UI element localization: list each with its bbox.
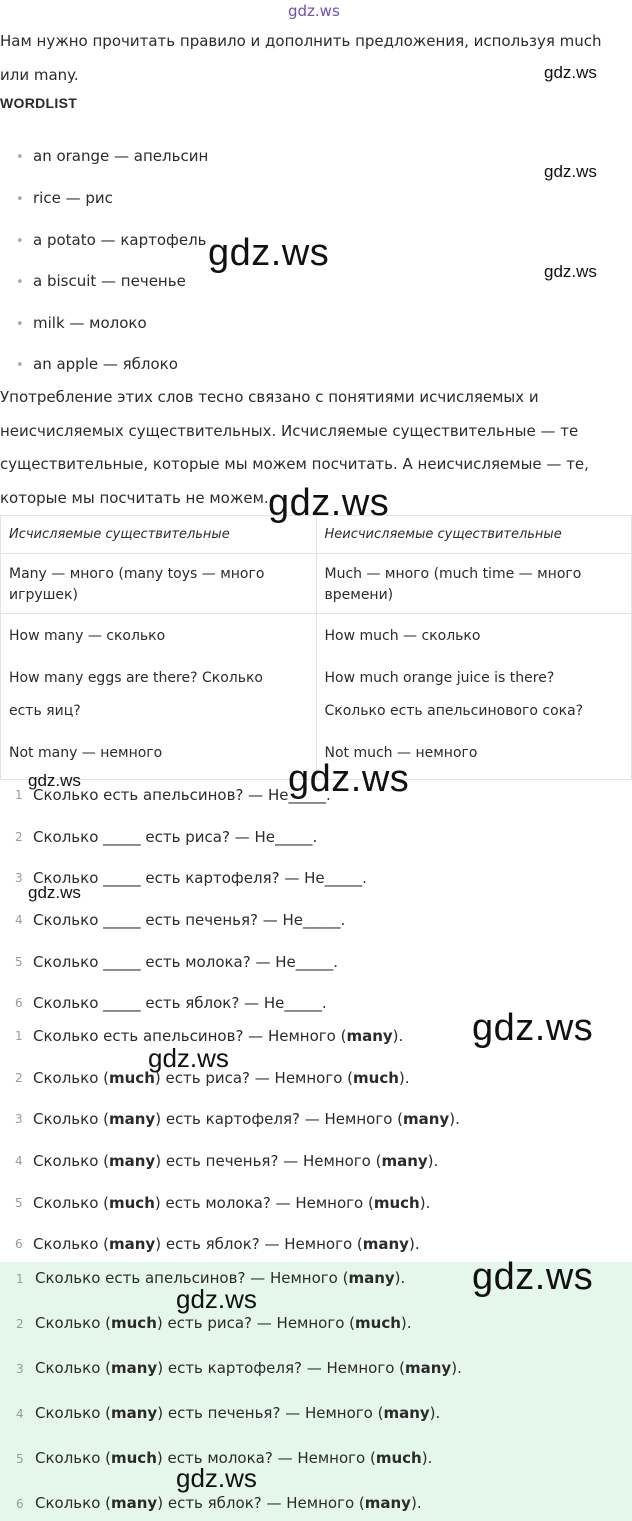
item-number: 6 bbox=[16, 1497, 24, 1511]
item-number: 2 bbox=[15, 830, 23, 844]
watermark: gdz.ws bbox=[28, 883, 81, 902]
wordlist-item: a potato — картофель bbox=[33, 231, 207, 249]
table-cell-much: Much — много (much time — много времени) bbox=[316, 554, 632, 614]
item-number: 4 bbox=[15, 913, 23, 927]
wordlist-heading: WORDLIST bbox=[0, 95, 78, 111]
watermark: gdz.ws bbox=[176, 1284, 257, 1314]
bullet-icon: • bbox=[16, 234, 24, 249]
item-number: 2 bbox=[16, 1317, 24, 1331]
item-number: 3 bbox=[16, 1362, 24, 1376]
table-header-uncountable: Неисчисляемые существительные bbox=[316, 516, 632, 554]
answer-item-highlighted: Сколько (many) есть печенья? — Немного (many). bbox=[35, 1404, 441, 1422]
watermark: gdz.ws bbox=[208, 232, 330, 274]
table-line: How much orange juice is there? bbox=[324, 670, 555, 686]
rule-paragraph: Употребление этих слов тесно связано с понятиями исчисляемых и неисчисляемых существительных. Исчисляемые существительные — те существительные, которые мы можем посчитать. А неисчисляемые — те, которые мы посчитать не можем. bbox=[0, 388, 589, 507]
exercise-item: Сколько _____ есть риса? — Не_____. bbox=[33, 828, 318, 846]
bullet-icon: • bbox=[16, 358, 24, 373]
wordlist-item: an orange — апельсин bbox=[33, 147, 209, 165]
table-line: How many — сколько bbox=[9, 628, 166, 644]
exercise-item: Сколько _____ есть молока? — Не_____. bbox=[33, 953, 339, 971]
item-number: 5 bbox=[16, 1452, 24, 1466]
answer-item: Сколько (many) есть яблок? — Немного (many). bbox=[33, 1235, 420, 1253]
item-number: 1 bbox=[15, 1029, 23, 1043]
bullet-icon: • bbox=[16, 192, 24, 207]
table-line: How much — сколько bbox=[324, 628, 481, 644]
item-number: 2 bbox=[15, 1071, 23, 1085]
wordlist-item: a biscuit — печенье bbox=[33, 272, 186, 290]
watermark: gdz.ws bbox=[176, 1463, 257, 1493]
item-number: 3 bbox=[15, 1112, 23, 1126]
bullet-icon: • bbox=[16, 150, 24, 165]
item-number: 5 bbox=[15, 955, 23, 969]
item-number: 4 bbox=[16, 1407, 24, 1421]
bullet-icon: • bbox=[16, 275, 24, 290]
bullet-icon: • bbox=[16, 317, 24, 332]
answer-item: Сколько (many) есть картофеля? — Немного (many). bbox=[33, 1110, 460, 1128]
answer-item: Сколько есть апельсинов? — Немного (many). bbox=[33, 1027, 404, 1045]
table-line: How many eggs are there? Сколько bbox=[9, 670, 263, 686]
item-number: 4 bbox=[15, 1154, 23, 1168]
exercise-item: Сколько _____ есть печенья? — Не_____. bbox=[33, 911, 346, 929]
table-line: Not much — немного bbox=[324, 745, 478, 761]
answer-item: Сколько (many) есть печенья? — Немного (many). bbox=[33, 1152, 439, 1170]
table-line: Сколько есть апельсинового сока? bbox=[324, 703, 584, 719]
item-number: 6 bbox=[15, 1237, 23, 1251]
item-number: 3 bbox=[15, 871, 23, 885]
watermark: gdz.ws bbox=[472, 1007, 594, 1049]
watermark: gdz.ws bbox=[28, 771, 81, 790]
watermark: gdz.ws bbox=[288, 758, 410, 800]
answer-item-highlighted: Сколько (much) есть риса? — Немного (much). bbox=[35, 1314, 412, 1332]
answer-item: Сколько (much) есть молока? — Немного (much). bbox=[33, 1194, 431, 1212]
table-line: Not many — немного bbox=[9, 745, 163, 761]
exercise-item: Сколько _____ есть яблок? — Не_____. bbox=[33, 994, 327, 1012]
watermark: gdz.ws bbox=[268, 482, 390, 524]
table-cell-many: Many — много (many toys — много игрушек) bbox=[1, 554, 317, 614]
rule-table bbox=[0, 515, 632, 780]
watermark: gdz.ws bbox=[544, 262, 597, 281]
watermark: gdz.ws bbox=[148, 1043, 229, 1073]
table-header-countable: Исчисляемые существительные bbox=[1, 516, 317, 554]
item-number: 5 bbox=[15, 1196, 23, 1210]
answer-item: Сколько (much) есть риса? — Немного (much). bbox=[33, 1069, 410, 1087]
exercise-item: Сколько _____ есть картофеля? — Не_____. bbox=[33, 869, 367, 887]
wordlist-item: milk — молоко bbox=[33, 314, 147, 332]
item-number: 1 bbox=[16, 1272, 24, 1286]
answer-highlight-block bbox=[0, 1262, 632, 1521]
wordlist-item: rice — рис bbox=[33, 189, 113, 207]
answer-item-highlighted: Сколько (many) есть яблок? — Немного (many). bbox=[35, 1494, 422, 1512]
table-cell-many-usage bbox=[1, 614, 317, 780]
table-cell-much-usage bbox=[316, 614, 632, 780]
watermark: gdz.ws bbox=[544, 63, 597, 82]
item-number: 6 bbox=[15, 996, 23, 1010]
answer-item-highlighted: Сколько (many) есть картофеля? — Немного (many). bbox=[35, 1359, 462, 1377]
intro-paragraph: Нам нужно прочитать правило и дополнить предложения, используя much или many. bbox=[0, 32, 602, 84]
answer-item-highlighted: Сколько есть апельсинов? — Немного (many). bbox=[35, 1269, 406, 1287]
watermark: gdz.ws bbox=[544, 162, 597, 181]
table-line: есть яиц? bbox=[9, 703, 81, 719]
wordlist-item: an apple — яблоко bbox=[33, 355, 178, 373]
watermark-top[interactable]: gdz.ws bbox=[288, 2, 340, 20]
exercise-item: Сколько есть апельсинов? — Не_____. bbox=[33, 786, 331, 804]
watermark: gdz.ws bbox=[472, 1256, 594, 1298]
answer-item-highlighted: Сколько (much) есть молока? — Немного (much). bbox=[35, 1449, 433, 1467]
item-number: 1 bbox=[15, 788, 23, 802]
